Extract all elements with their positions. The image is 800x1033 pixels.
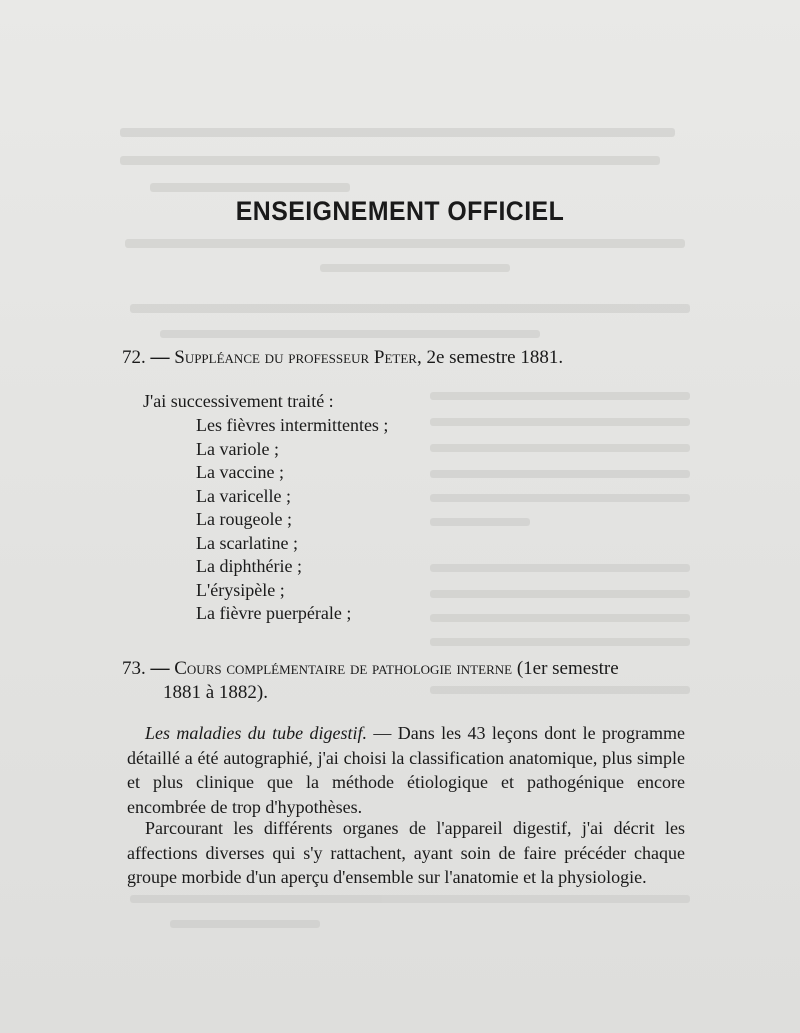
entry-heading-rest: (1er semestre	[516, 658, 619, 679]
entry-heading-smallcaps: Suppléance du professeur Peter,	[174, 347, 422, 368]
list-item: La varicelle ;	[196, 485, 291, 506]
entry-heading-rest: 2e semestre 1881.	[426, 347, 564, 368]
paragraph-organs	[127, 816, 685, 890]
intro-line: J'ai successivement traité :	[143, 391, 334, 411]
entry-dash: —	[150, 347, 170, 368]
entry-number: 73.	[122, 658, 146, 679]
list-item: La diphthérie ;	[196, 556, 302, 576]
paragraph-body: — Dans les 43 leçons dont le programme détaillé a été autographié, j'ai choisi la classification anatomique, plus simple et plus clinique que la méthode étiologique et pathogénique encore encombrée de trop d'hypothèses.	[127, 723, 686, 817]
list-item: La rougeole ;	[196, 509, 292, 529]
page-title: ENSEIGNEMENT OFFICIEL	[235, 196, 565, 226]
entry-73-heading-continued: 1881 à 1882).	[163, 682, 269, 703]
list-item: La fièvre puerpérale ;	[196, 603, 352, 623]
list-item: La scarlatine ;	[196, 532, 298, 553]
paragraph-digestive-diseases	[127, 721, 685, 819]
list-item: L'érysipèle ;	[196, 579, 285, 600]
list-item: La vaccine ;	[196, 462, 284, 482]
entry-72-heading	[122, 347, 563, 369]
list-item: La variole ;	[196, 438, 279, 459]
paragraph-body: Parcourant les différents organes de l'appareil digestif, j'ai décrit les affections diverses qui s'y rattachent, ayant soin de faire précéder chaque groupe morbide d'un aperçu d'ensemble sur l'anatomie et la physiologie.	[127, 818, 685, 887]
disease-list	[196, 414, 388, 626]
entry-heading-smallcaps: Cours complémentaire de pathologie interne	[174, 658, 513, 679]
list-item: Les fièvres intermittentes ;	[196, 415, 389, 435]
entry-number: 72.	[122, 347, 146, 368]
entry-73-heading	[122, 658, 619, 680]
paragraph-italic-lead: Les maladies du tube digestif.	[145, 723, 368, 743]
entry-dash: —	[150, 658, 170, 679]
